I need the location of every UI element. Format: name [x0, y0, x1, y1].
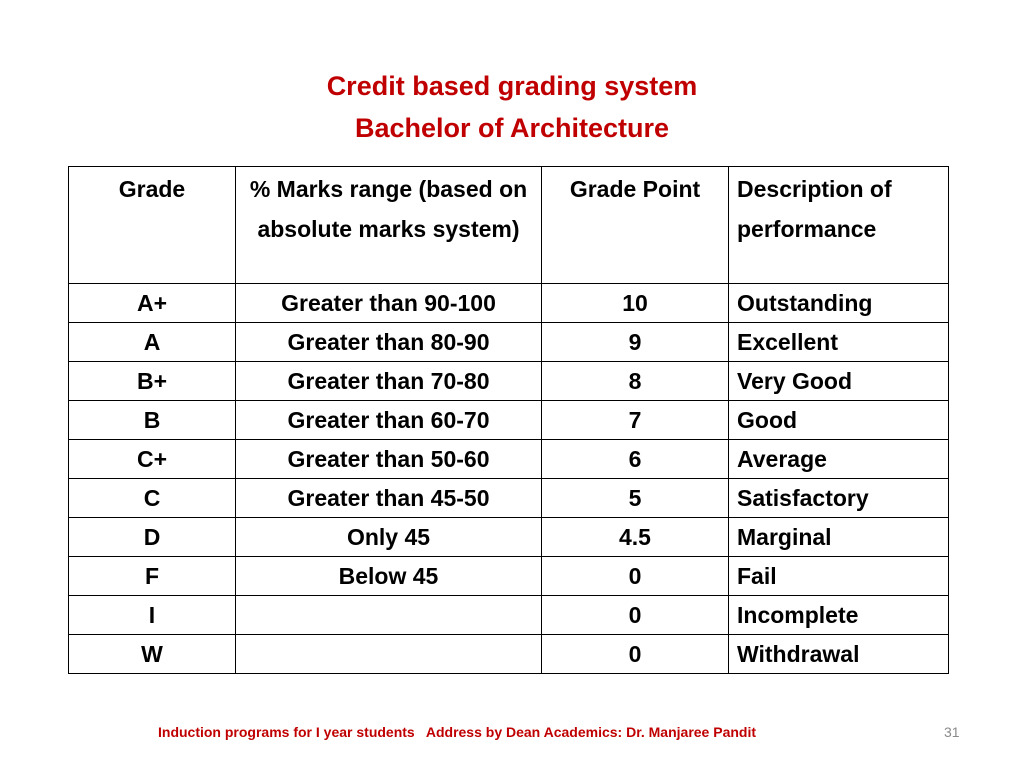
header-description: Description of performance — [729, 167, 949, 284]
marks-range-cell — [236, 596, 542, 635]
grade-point-cell: 7 — [542, 401, 729, 440]
description-cell: Withdrawal — [729, 635, 949, 674]
grade-point-cell: 8 — [542, 362, 729, 401]
grade-cell: A+ — [69, 284, 236, 323]
description-cell: Fail — [729, 557, 949, 596]
grade-point-cell: 10 — [542, 284, 729, 323]
marks-range-cell: Greater than 45-50 — [236, 479, 542, 518]
slide-title-line2: Bachelor of Architecture — [354, 113, 670, 143]
grade-cell: A — [69, 323, 236, 362]
table-row — [69, 284, 949, 323]
table-header-row — [69, 167, 949, 284]
grade-cell: D — [69, 518, 236, 557]
slide-footer: Induction programs for I year students Address by Dean Academics: Dr. Manjaree Pandit — [158, 724, 757, 740]
grade-point-cell: 4.5 — [542, 518, 729, 557]
marks-range-cell: Only 45 — [236, 518, 542, 557]
table-row — [69, 401, 949, 440]
description-cell: Average — [729, 440, 949, 479]
table-row — [69, 635, 949, 674]
grade-point-cell: 0 — [542, 557, 729, 596]
grade-point-cell: 5 — [542, 479, 729, 518]
header-grade-point: Grade Point — [542, 167, 729, 284]
marks-range-cell: Greater than 80-90 — [236, 323, 542, 362]
grade-cell: W — [69, 635, 236, 674]
grading-table — [68, 166, 949, 674]
marks-range-cell: Greater than 70-80 — [236, 362, 542, 401]
slide-title-line1: Credit based grading system — [326, 71, 698, 101]
header-grade: Grade — [69, 167, 236, 284]
table-row — [69, 518, 949, 557]
description-cell: Very Good — [729, 362, 949, 401]
table-row — [69, 596, 949, 635]
grade-point-cell: 6 — [542, 440, 729, 479]
table-row — [69, 323, 949, 362]
grade-cell: B — [69, 401, 236, 440]
grade-point-cell: 0 — [542, 596, 729, 635]
description-cell: Incomplete — [729, 596, 949, 635]
table-row — [69, 479, 949, 518]
marks-range-cell — [236, 635, 542, 674]
grade-cell: B+ — [69, 362, 236, 401]
marks-range-cell: Greater than 60-70 — [236, 401, 542, 440]
marks-range-cell: Below 45 — [236, 557, 542, 596]
marks-range-cell: Greater than 90-100 — [236, 284, 542, 323]
header-marks-range: % Marks range (based on absolute marks system) — [236, 167, 542, 284]
page-number: 31 — [944, 724, 960, 740]
description-cell: Satisfactory — [729, 479, 949, 518]
table-row — [69, 557, 949, 596]
marks-range-cell: Greater than 50-60 — [236, 440, 542, 479]
description-cell: Outstanding — [729, 284, 949, 323]
grade-cell: F — [69, 557, 236, 596]
grade-cell: I — [69, 596, 236, 635]
table-row — [69, 362, 949, 401]
description-cell: Good — [729, 401, 949, 440]
description-cell: Excellent — [729, 323, 949, 362]
grade-cell: C+ — [69, 440, 236, 479]
grade-point-cell: 9 — [542, 323, 729, 362]
grade-point-cell: 0 — [542, 635, 729, 674]
grade-cell: C — [69, 479, 236, 518]
description-cell: Marginal — [729, 518, 949, 557]
table-row — [69, 440, 949, 479]
